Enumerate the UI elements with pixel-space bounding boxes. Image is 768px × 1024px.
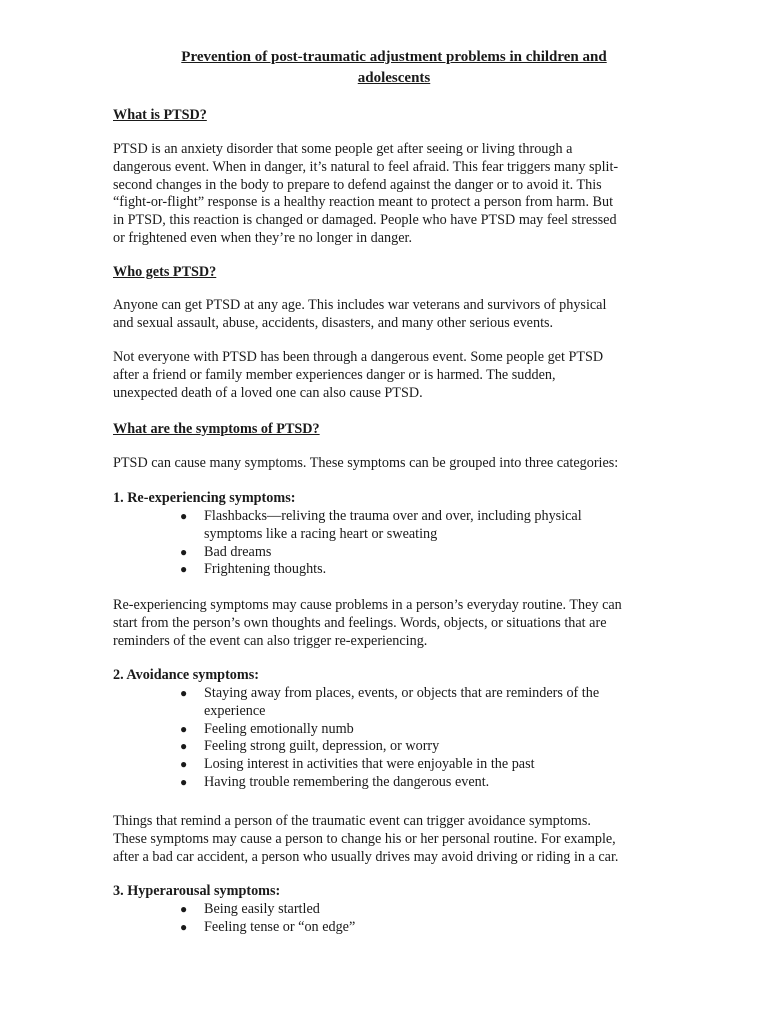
bullet-list-re-experiencing: [180, 508, 650, 579]
paragraph-re-experiencing-after: [113, 597, 673, 650]
text-line: Flashbacks—reliving the trauma over and over, including physical: [204, 508, 582, 524]
list-item: [180, 721, 650, 739]
text-line: Bad dreams: [204, 543, 272, 560]
text-line: after a bad car accident, a person who usually drives may avoid driving or riding in a car.: [113, 848, 619, 865]
paragraph-symptoms-intro: [113, 455, 673, 473]
text-line: start from the person’s own thoughts and feelings. Words, objects, or situations that are: [113, 614, 607, 631]
section-heading-what-is-ptsd: What is PTSD?: [113, 107, 207, 123]
text-line: in PTSD, this reaction is changed or damaged. People who have PTSD may feel stressed: [113, 212, 617, 229]
paragraph-who-gets-ptsd-2: [113, 349, 673, 402]
list-item: [180, 738, 650, 756]
text-line: second changes in the body to prepare to defend against the danger or to avoid it. This: [113, 176, 602, 193]
list-item: [180, 919, 650, 937]
bullet-icon: ●: [180, 562, 188, 577]
bullet-list-hyperarousal: [180, 901, 650, 937]
text-line: Re-experiencing symptoms may cause problems in a person’s everyday routine. They can: [113, 597, 622, 613]
text-line: Frightening thoughts.: [204, 561, 327, 578]
paragraph-who-gets-ptsd-1: [113, 297, 673, 333]
section-heading-who-gets-ptsd: Who gets PTSD?: [113, 264, 217, 280]
text-line: and sexual assault, abuse, accidents, disasters, and many other serious events.: [113, 314, 554, 331]
document-title: [120, 47, 668, 89]
list-item: [180, 756, 650, 774]
text-line: Being easily startled: [204, 901, 320, 917]
text-line: after a friend or family member experiences danger or is harmed. The sudden,: [113, 366, 556, 383]
text-line: Things that remind a person of the traumatic event can trigger avoidance symptoms.: [113, 813, 591, 829]
text-line: reminders of the event can also trigger re-experiencing.: [113, 632, 428, 649]
text-line: experience: [204, 702, 266, 719]
bullet-icon: ●: [180, 739, 188, 754]
bullet-icon: ●: [180, 544, 188, 559]
list-item: [180, 508, 650, 544]
bullet-icon: ●: [180, 919, 188, 934]
text-line: unexpected death of a loved one can also cause PTSD.: [113, 384, 423, 401]
paragraph-avoidance-after: [113, 813, 673, 866]
text-line: Feeling tense or “on edge”: [204, 918, 356, 935]
category-title-re-experiencing: 1. Re-experiencing symptoms:: [113, 490, 296, 506]
list-item: [180, 561, 650, 579]
bullet-list-avoidance: [180, 685, 650, 792]
text-line: Feeling strong guilt, depression, or worry: [204, 738, 440, 755]
bullet-icon: ●: [180, 721, 188, 736]
text-line: Having trouble remembering the dangerous event.: [204, 773, 490, 790]
text-line: dangerous event. When in danger, it’s natural to feel afraid. This fear triggers many split-: [113, 158, 619, 175]
text-line: PTSD can cause many symptoms. These symptoms can be grouped into three categories:: [113, 455, 619, 471]
title-line-1: Prevention of post-traumatic adjustment problems in children and: [181, 49, 607, 65]
text-line: Losing interest in activities that were enjoyable in the past: [204, 756, 535, 773]
paragraph-what-is-ptsd: [113, 141, 673, 248]
section-heading-symptoms: What are the symptoms of PTSD?: [113, 421, 320, 437]
bullet-icon: ●: [180, 686, 188, 700]
list-item: [180, 774, 650, 792]
list-item: [180, 544, 650, 562]
bullet-icon: ●: [180, 757, 188, 772]
bullet-icon: ●: [180, 774, 188, 789]
text-line: symptoms like a racing heart or sweating: [204, 525, 438, 542]
text-line: Staying away from places, events, or objects that are reminders of the: [204, 685, 600, 701]
text-line: Feeling emotionally numb: [204, 720, 354, 737]
list-item: [180, 901, 650, 919]
text-line: These symptoms may cause a person to change his or her personal routine. For example,: [113, 830, 616, 847]
category-title-avoidance: 2. Avoidance symptoms:: [113, 667, 259, 683]
bullet-icon: ●: [180, 509, 188, 523]
category-title-hyperarousal: 3. Hyperarousal symptoms:: [113, 883, 281, 899]
title-line-2: adolescents: [357, 70, 431, 86]
text-line: Anyone can get PTSD at any age. This includes war veterans and survivors of physical: [113, 297, 607, 313]
list-item: [180, 685, 650, 721]
text-line: “fight-or-flight” response is a healthy reaction meant to protect a person from harm. But: [113, 194, 614, 211]
text-line: PTSD is an anxiety disorder that some people get after seeing or living through a: [113, 141, 573, 157]
bullet-icon: ●: [180, 902, 188, 916]
text-line: Not everyone with PTSD has been through a dangerous event. Some people get PTSD: [113, 349, 604, 365]
text-line: or frightened even when they’re no longer in danger.: [113, 229, 413, 246]
